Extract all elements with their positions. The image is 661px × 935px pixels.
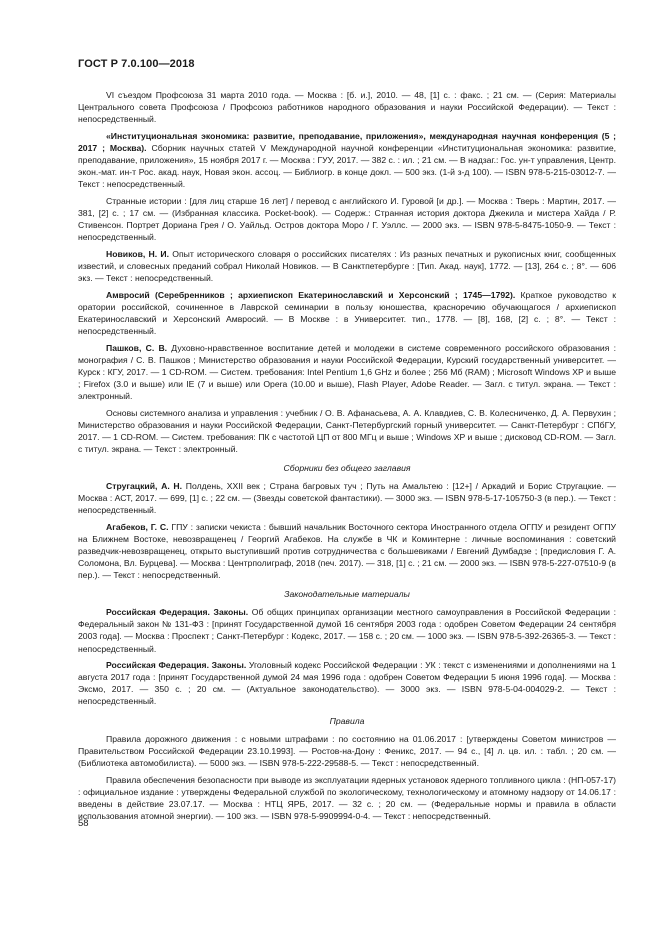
section-heading-collections: Сборники без общего заглавия [283,463,411,474]
section-heading-rules: Правила [329,715,365,726]
section-heading-laws: Законодательные материалы [284,589,410,600]
bibliographic-entry: Странные истории : [для лиц старше 16 лет] / перевод с английского И. Гуровой [и др.]. — Москва : Тверь : Мартин, 2017. — 381, [2] с. ; 17 см. — (Избранная классика. Pocket-book). — Содерж.: Странная история доктора Джекила и мистера Хайда / Р. Стивенсон. Портрет Дориана Грея / О. Уайльд. Остров доктора Моро / Г. Уэллс. — 2000 экз. — ISBN 978-5-8475-1050-9. — Текст : непосредственный. [78,195,616,243]
bibliographic-entry: «Институциональная экономика: развитие, преподавание, приложения», международная научная конференция (5 ; 2017 ; Москва). Сборник научных статей V Международной научной конференции «Институциональная экономика: развитие, преподавание, приложения», 15 ноября 2017 г. — Москва : ГУУ, 2017. — 382 с. : ил. ; 21 см. — В надзаг.: Гос. ун-т управления, Центр. экон.-мат. ин-т Рос. акад. наук, Новая экон. ассоц. — Библиогр. в конце докл. — 500 экз. (1-й з-д 100). — ISBN 978-5-215-03012-7. — Текст : непосредственный. [78,130,617,190]
bibliographic-entry: Основы системного анализа и управления : учебник / О. В. Афанасьева, А. А. Клавдиев, С. В. Колесниченко, Д. А. Первухин ; Министерство образования и науки Российской Федерации, Санкт-Петербургский горный университет. — Санкт-Петербург : СПбГУ, 2017. — 1 CD-ROM. — Систем. требования: ПК с частотой ЦП от 800 МГц и выше ; Windows XP и выше ; дисковод CD-ROM. — Загл. с титул. экрана. — Текст : электронный. [78,407,616,455]
page-number: 58 [78,818,89,829]
bibliographic-entry: Агабеков, Г. С. ГПУ : записки чекиста : бывший начальник Восточного сектора Иностранного отдела ОГПУ и резидент ОГПУ на Ближнем Востоке, невозвращенец / Георгий Агабеков. На службе в ЧК и Коминтерне : личные воспоминания : советский разведчик-невозвращенец, открыто выступивший против сотрудничества с большевиками / Евгений Думбадзе ; [предисловия Г. А. Соломона, Вл. Бурцева]. — Москва : Центрполиграф, 2018 (печ. 2017). — 318, [1] с. ; 21 см. — 2000 экз. — ISBN 978-5-227-07510-9 (в пер.). — Текст : непосредственный. [78,522,616,581]
bibliographic-entry: Амвросий (Серебренников ; архиепископ Екатеринославский и Херсонский ; 1745—1792). Краткое руководство к оратории российской, сочиненное в Лаврской семинарии в пользу юношества, красноречию обучающагося / архиепископ Екатеринославский и Херсонский Амвросий. — В Москве : в Университет. тип., 1778. — [8], 168, [2] с. ; 8°. — Текст : непосредственный. [78,289,617,337]
bibliographic-entry: Пашков, С. В. Духовно-нравственное воспитание детей и молодежи в системе современного российского образования : монография / С. В. Пашков ; Министерство образования и науки Российской Федерации, Курский государственный университет. — Курск : КГУ, 2017. — 1 CD-ROM. — Систем. требования: Intel Pentium 1,6 GHz и более ; 256 Мб (RAM) ; Microsoft Windows XP и выше ; Firefox (3.0 и выше) или IE (7 и выше) или Opera (10.00 и выше), Flash Player, Adobe Reader. — Загл. с титул. экрана. — Текст : электронный. [78,342,616,402]
bibliographic-entry: Стругацкий, А. Н. Полдень, XXII век ; Страна багровых туч ; Путь на Амальтею : [12+] / Аркадий и Борис Стругацкие. — Москва : АСТ, 2017. — 699, [1] с. ; 22 см. — (Звезды советской фантастики). — 3000 экз. — ISBN 978-5-17-105750-3 (в пер.). — Текст : непосредственный. [78,481,616,516]
bibliographic-entry: Правила дорожного движения : с новыми штрафами : по состоянию на 01.06.2017 : [утверждены Советом министров — Правительством Российской Федерации 23.10.1993]. — Ростов-на-Дону : Феникс, 2017. — 94 с., [4] л. цв. ил. : табл. ; 20 см. — (Библиотека автомобилиста). — 5000 экз. — ISBN 978-5-222-29588-5. — Текст : непосредственный. [78,733,616,768]
bibliographic-entry: VI съездом Профсоюза 31 марта 2010 года. — Москва : [б. и.], 2010. — 48, [1] с. : факс. ; 21 см. — (Серия: Материалы Центрального совета Профсоюза / Профсоюз работников народного образования и науки Российской Федерации). — Текст : непосредственный. [78,90,616,125]
bibliographic-entry: Новиков, Н. И. Опыт исторического словаря о российских писателях : Из разных печатных и рукописных книг, сообщенных известий, и словесных преданий собрал Николай Новиков. — В Санктпетербурге : [Тип. Акад. наук], 1772. — [13], 264 с. ; 8°. — 606 экз. — Текст : непосредственный. [78,248,616,284]
document-standard-header: ГОСТ Р 7.0.100—2018 [78,58,195,70]
bibliographic-entry: Правила обеспечения безопасности при выводе из эксплуатации ядерных установок ядерного топливного цикла : (НП-057-17) : официальное издание : утверждены Федеральной службой по экологическому, технологическому и атомному надзору от 14.06.17 : введены в действие 23.07.17. — Москва : НТЦ ЯРБ, 2017. — 32 с. ; 20 см. — (Федеральные нормы и правила в области использования атомной энергии). — 100 экз. — ISBN 978-5-9909994-0-4. — Текст : непосредственный. [78,774,616,821]
page-body [78,89,616,827]
bibliographic-entry: Российская Федерация. Законы. Уголовный кодекс Российской Федерации : УК : текст с изменениями и дополнениями на 1 августа 2017 года : [принят Государственной думой 24 мая 1996 года : одобрен Советом Федерации 5 июня 1996 года]. — Москва : Эксмо, 2017. — 350 с. ; 20 см. — (Актуальное законодательство). — 3000 экз. — ISBN 978-5-04-004029-2. — Текст : непосредственный. [78,660,616,707]
bibliographic-entry: Российская Федерация. Законы. Об общих принципах организации местного самоуправления в Российской Федерации : Федеральный закон № 131-ФЗ : [принят Государственной думой 16 сентября 2003 года : одобрен Советом Федерации 24 сентября 2003 года]. — Москва : Проспект ; Санкт-Петербург : Кодекс, 2017. — 158 с. ; 20 см. — 1000 экз. — ISBN 978-5-392-26365-3. — Текст : непосредственный. [78,607,616,654]
